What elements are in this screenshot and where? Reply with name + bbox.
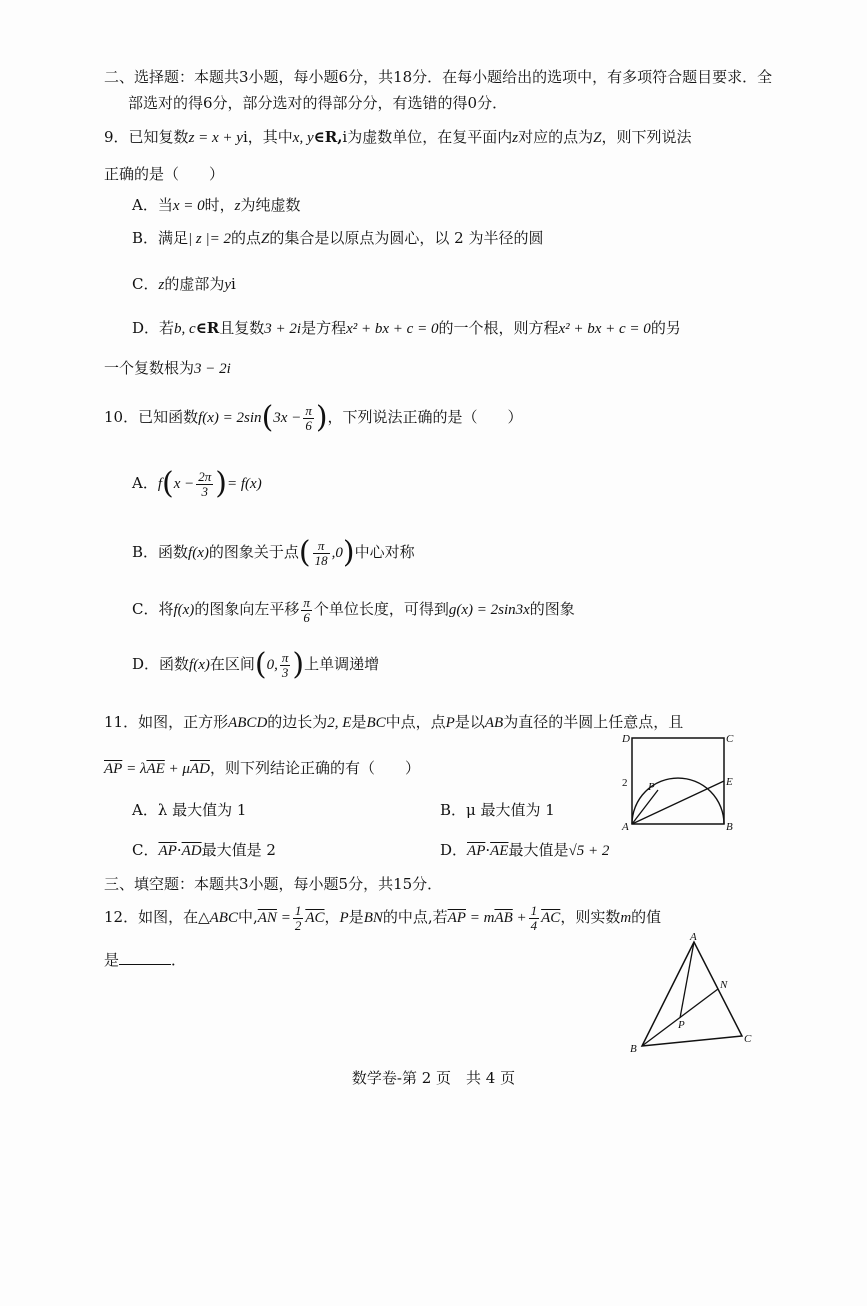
triangle-abc (642, 942, 742, 1046)
question-9-option-a: A．当x = 0时，z为纯虚数 (132, 196, 301, 214)
label-d: D (622, 733, 630, 745)
section-2-header-line1: 二、选择题：本题共3小题，每小题6分，共18分．在每小题给出的选项中，有多项符合题目要求．全 (104, 68, 773, 86)
question-11-option-c: C．$\overline{AP}\cdot\overline{AD}$最大值是 2 (132, 841, 276, 859)
question-9-option-d: D．若b, c∈R且复数3 + 2i是方程x² + bx + c = 0的一个根，则方程x² + bx + c = 0的另 (132, 319, 681, 337)
question-11-option-d: D．$\overline{AP}\cdot\overline{AE}$最大值是√5 + 2 (440, 841, 610, 859)
section-2-header-line2: 部选对的得6分，部分选对的得部分分，有选错的得0分． (128, 94, 508, 112)
question-11-stem-line2: $\overline{AP} = \lambda\overline{AE} + \mu\overline{AD}$，则下列结论正确的有（ ） (104, 759, 420, 777)
label-n: N (720, 979, 728, 991)
question-11-option-a: A．λ 最大值为 1 (132, 801, 247, 819)
question-12-figure (624, 928, 760, 1054)
question-9-stem-line2: 正确的是（ ） (104, 165, 225, 183)
question-10-option-b: B．函数f(x)的图象关于点( $\frac{\pi}{18}$ ,0)中心对称 (132, 535, 415, 570)
question-10-option-a: A．f(x − $\frac{2\pi}{3}$ )= f(x) (132, 466, 262, 501)
square-abcd (632, 738, 724, 824)
fraction-one-quarter: $\frac{1}{4}$ (530, 902, 538, 933)
label-c: C (726, 733, 734, 745)
label-p: P (678, 1019, 685, 1031)
segment-ap (680, 942, 694, 1018)
label-c: C (744, 1033, 752, 1045)
vector-ap (632, 790, 658, 824)
fraction-pi-over-18: $\frac{\pi}{18}$ (314, 537, 328, 568)
question-10-option-c: C．将f(x)的图象向左平移 $\frac{\pi}{6}$ 个单位长度，可得到g(x) = 2sin3x的图象 (132, 594, 575, 625)
question-11-figure (618, 730, 746, 832)
label-b: B (630, 1043, 637, 1054)
vector-ae (632, 781, 724, 824)
label-2: 2 (622, 777, 628, 789)
label-a: A (690, 931, 697, 943)
question-12-stem-line2: 是 ． (104, 951, 187, 969)
fraction-2pi-over-3: $\frac{2\pi}{3}$ (198, 468, 212, 499)
answer-blank[interactable] (119, 964, 171, 965)
section-3-header: 三、填空题：本题共3小题，每小题5分，共15分． (104, 875, 443, 893)
page-footer: 数学卷-第 2 页 共 4 页 (351, 1069, 516, 1087)
fraction-pi-over-6: $\frac{\pi}{6}$ (305, 402, 312, 433)
label-a: A (622, 821, 629, 832)
question-9-option-d-line2: 一个复数根为3 − 2i (104, 359, 231, 377)
question-12-stem: 12．如图，在△ABC中$,\overline{AN}$ = $\frac{1}{2}$ $\overline{AC}$，P是BN的中点,若$\overline{AP} = m\overline{AB}$ + $\frac{1}{4}$ $\overline{AC}$，则实数m的值 (104, 902, 662, 933)
label-b: B (726, 821, 733, 832)
label-p: P (648, 781, 655, 793)
question-10-option-d: D．函数f(x)在区间(0, $\frac{\pi}{3}$ )上单调递增 (132, 647, 380, 682)
question-9-option-b: B．满足| z |= 2的点Z的集合是以原点为圆心，以 2 为半径的圆 (132, 229, 544, 247)
question-9-option-c: C．z的虚部为yi (132, 275, 236, 293)
question-11-option-b: B．μ 最大值为 1 (440, 801, 555, 819)
fraction-one-half: $\frac{1}{2}$ (294, 902, 302, 933)
fraction-pi-over-3: $\frac{\pi}{3}$ (281, 649, 289, 680)
question-9-stem: 9．已知复数z = x + yi，其中x, y∈R,i为虚数单位，在复平面内z对应的点为Z，则下列说法 (104, 128, 692, 146)
question-11-stem: 11．如图，正方形ABCD的边长为2, E是BC中点，点P是以AB为直径的半圆上任意点，且 (104, 713, 684, 731)
question-10-stem: 10．已知函数f(x) = 2sin(3x − $\frac{\pi}{6}$ )，下列说法正确的是（ ） (104, 400, 523, 435)
label-e: E (726, 776, 733, 788)
fraction-pi-over-6-shift: $\frac{\pi}{6}$ (303, 594, 310, 625)
